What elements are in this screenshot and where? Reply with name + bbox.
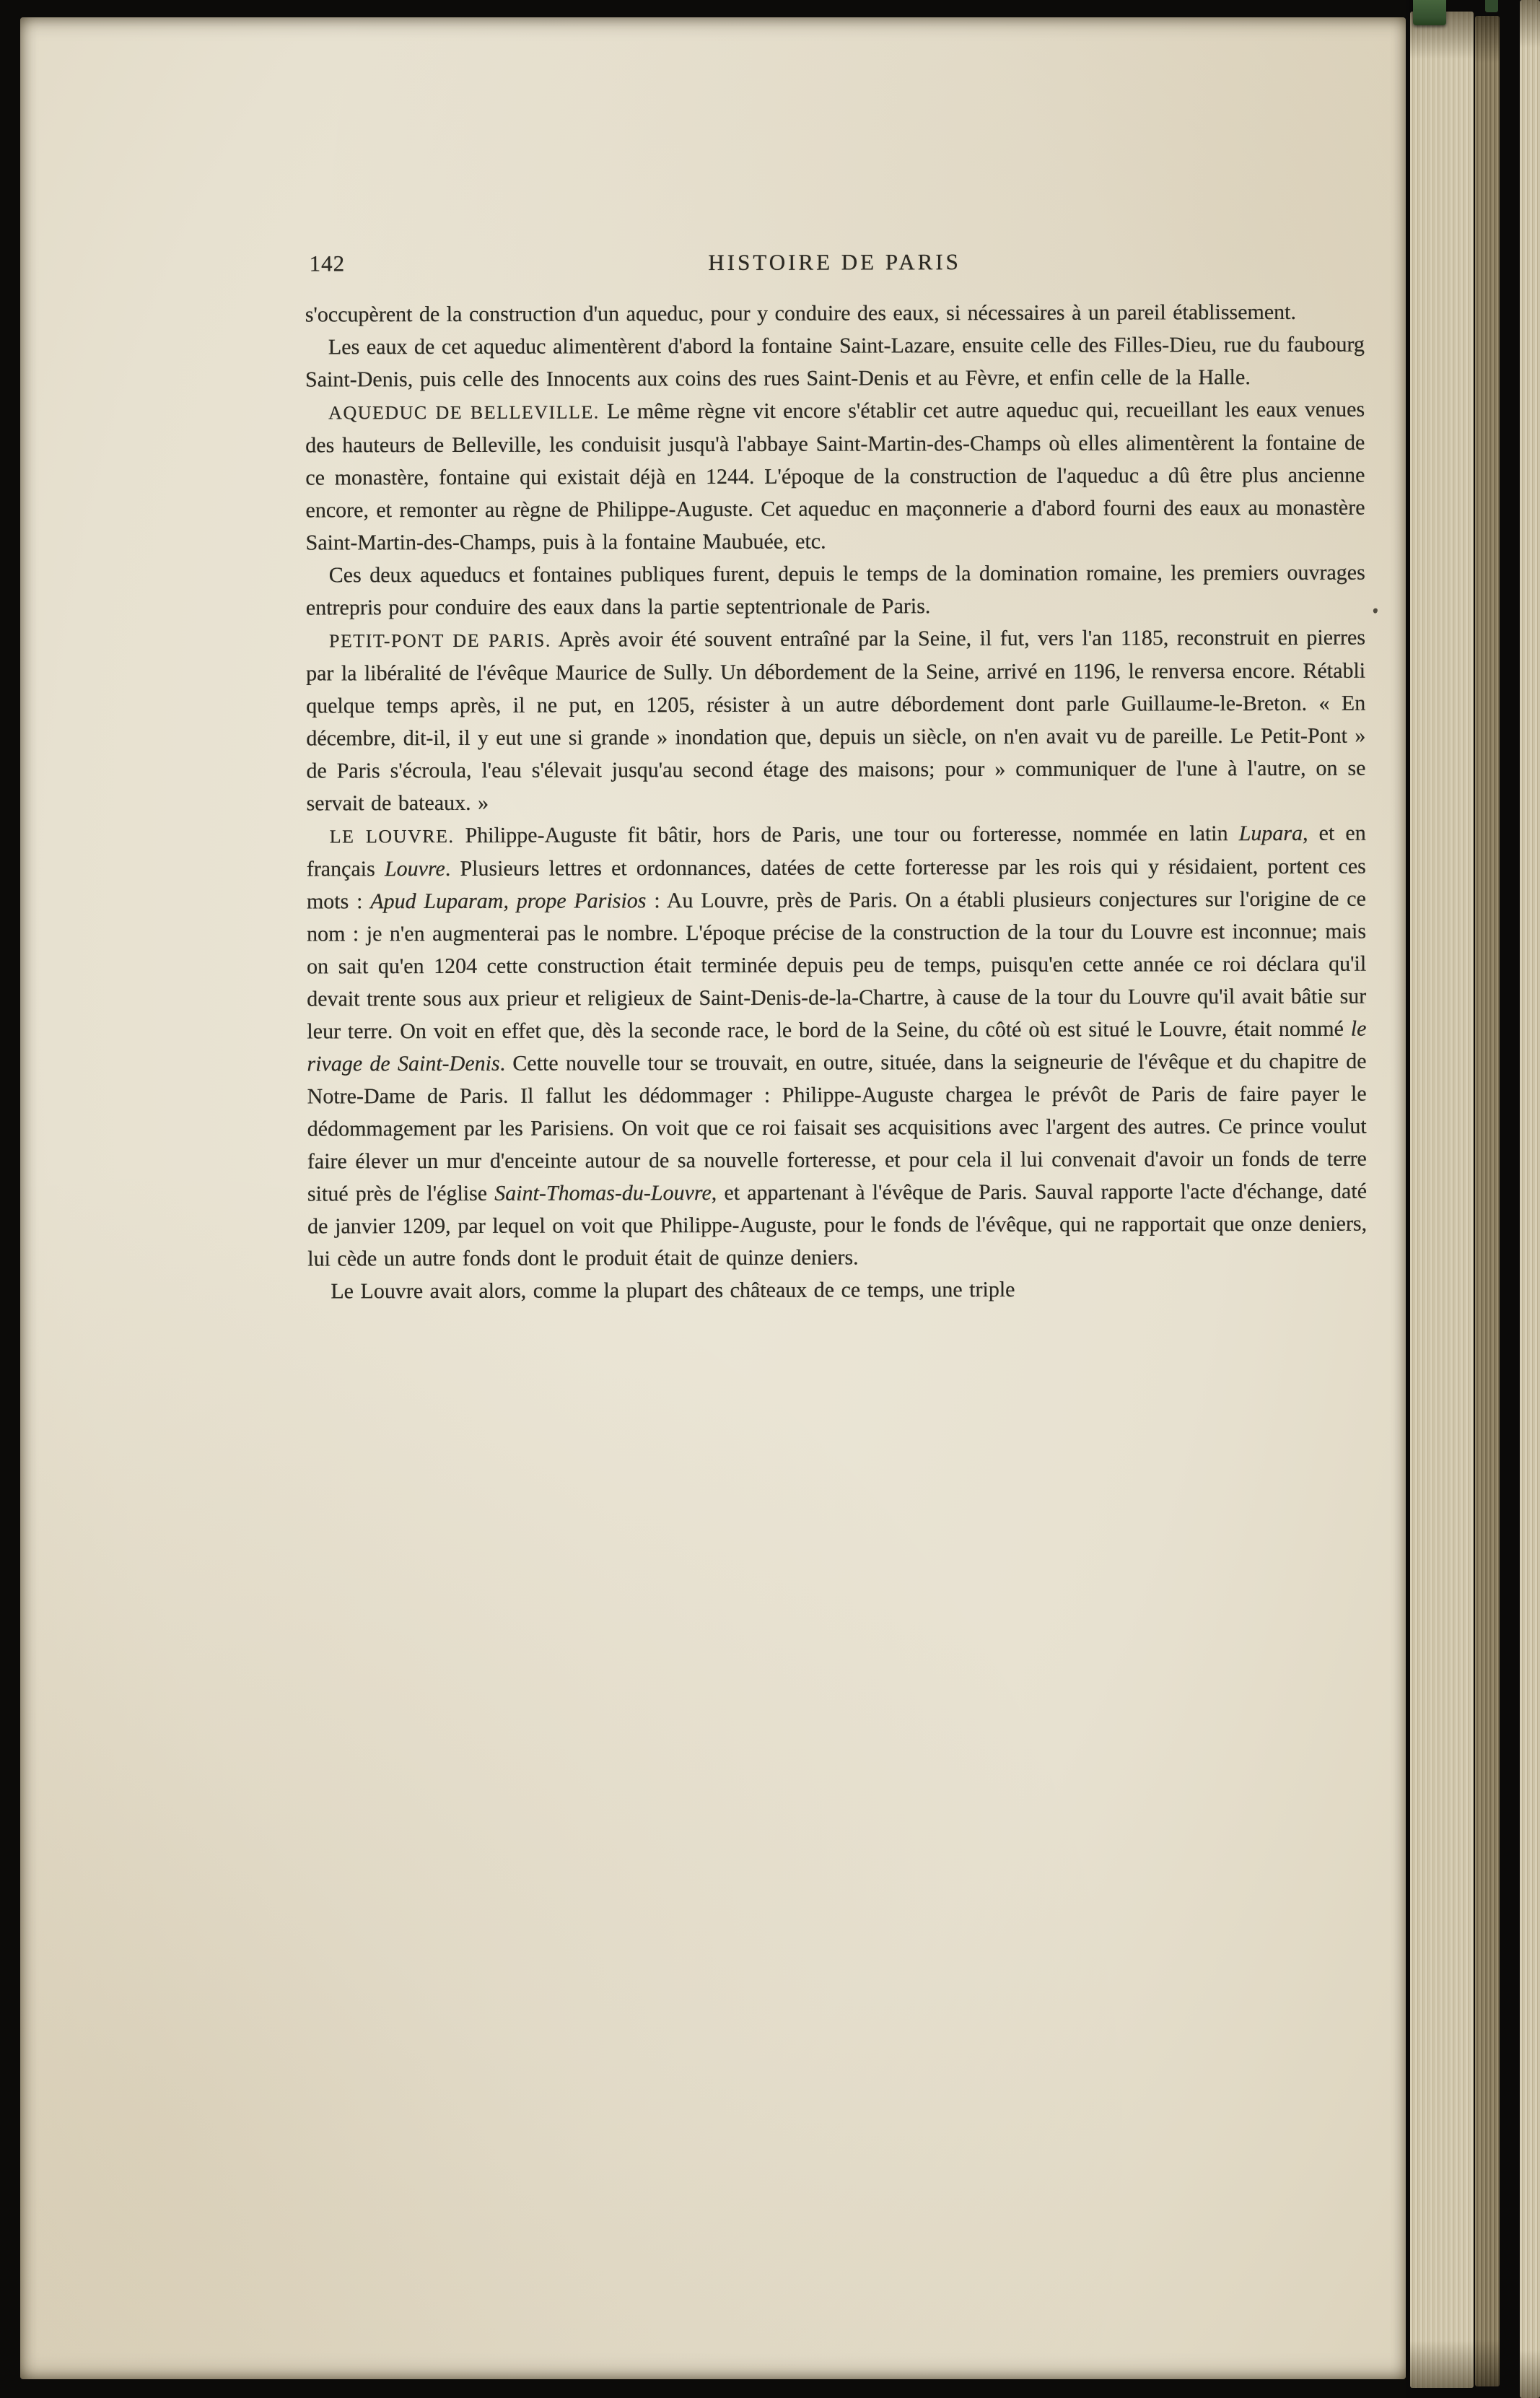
text-segment: s'occupèrent de la construction d'un aqueduc, pour y conduire des eaux, si nécessaires à un pareil établissement.	[305, 300, 1297, 327]
text-segment: Le Louvre avait alors, comme la plupart des châteaux de ce temps, une triple	[331, 1277, 1015, 1304]
italic-text: Apud Luparam, prope Parisios	[370, 889, 647, 914]
page-stack-band	[1520, 0, 1540, 2398]
italic-text: le rivage de Saint-Denis	[307, 1016, 1367, 1076]
page-stack-band	[1410, 12, 1474, 2388]
italic-text: Louvre	[384, 856, 445, 881]
page-header	[305, 248, 1365, 283]
body-text	[305, 296, 1368, 1308]
paragraph	[305, 296, 1365, 331]
run-in-heading: PETIT-PONT DE PARIS.	[328, 629, 551, 652]
page-text-layer	[17, 15, 1409, 2381]
paragraph	[307, 1273, 1367, 1308]
bookmark-tab-small	[1485, 0, 1498, 12]
paragraph	[306, 622, 1366, 820]
ink-speck	[1373, 609, 1378, 614]
running-header: HISTOIRE DE PARIS	[708, 249, 961, 276]
book-fore-edge	[1406, 0, 1540, 2398]
text-segment: Les eaux de cet aqueduc alimentèrent d'abord la fontaine Saint-Lazare, ensuite celle des Filles-Dieu, rue du faubourg Saint-Denis, puis celle des Innocents aux coins des rues Saint-Denis et au Fèvre, et enfin celle de la Halle.	[305, 332, 1365, 392]
text-segment: , et appartenant à l'évêque de Paris. Sauval rapporte l'acte d'échange, daté de janvier 1209, par lequel on voit que Philippe-Auguste, pour le fonds de l'évêque, qui ne rapportait que onze deniers, lui cède un autre fonds dont le produit était de quinze deniers.	[307, 1179, 1368, 1271]
run-in-heading: AQUEDUC DE BELLEVILLE.	[328, 401, 600, 424]
text-segment: . Cette nouvelle tour se trouvait, en outre, située, dans la seigneurie de l'évêque et du chapitre de Notre-Dame de Paris. Il fallut les dédommager : Philippe-Auguste chargea le prévôt de Paris de faire payer le dédommagement par les Parisiens. On voit que ce roi faisait ses acquisitions avec l'argent des autres. Ce prince voulut faire élever un mur d'enceinte autour de sa nouvelle forteresse, et pour cela il lui convenait d'avoir un fonds de terre situé près de l'église	[307, 1049, 1367, 1206]
paragraph	[306, 557, 1365, 624]
text-segment: : Au Louvre, près de Paris. On a établi plusieurs conjectures sur l'origine de ce nom : je n'en augmenterai pas le nombre. L'époque précise de la construction de la tour du Louvre est inconnue; mais on sait qu'en 1204 cette construction était terminée depuis peu de temps, puisqu'en cette année ce roi déclara qu'il devait trente sous aux prieur et religieux de Saint-Denis-de-la-Chartre, à cause de la tour du Louvre qu'il avait bâtie sur leur terre. On voit en effet que, dès la seconde race, le bord de la Seine, du côté où est situé le Louvre, était nommé	[306, 886, 1367, 1044]
page-stack-band	[1475, 16, 1500, 2386]
text-segment: Ces deux aqueducs et fontaines publiques furent, depuis le temps de la domination romaine, les premiers ouvrages entrepris pour conduire des eaux dans la partie septentrionale de Paris.	[305, 560, 1365, 620]
page-number: 142	[309, 250, 346, 276]
text-segment: Philippe-Auguste fit bâtir, hors de Paris, une tour ou forteresse, nommée en latin	[454, 821, 1239, 847]
text-segment: , et en français	[306, 821, 1366, 881]
paragraph	[305, 328, 1365, 396]
text-segment: Après avoir été souvent entraîné par la Seine, il fut, vers l'an 1185, reconstruit en pierres par la libéralité de l'évêque Maurice de Sully. Un débordement de la Seine, arrivé en 1196, le renversa encore. Rétabli quelque temps après, il ne put, en 1205, résister à un autre débordement dont parle Guillaume-le-Breton. « En décembre, dit-il, il y eut une si grande » inondation que, depuis un siècle, on n'en avait vu de pareille. Le Petit-Pont » de Paris s'écroula, l'eau s'élevait jusqu'au second étage des maisons; pour » communiquer de l'une à l'autre, on se servait de bateaux. »	[306, 625, 1366, 816]
run-in-heading: LE LOUVRE.	[329, 825, 455, 847]
paragraph	[307, 817, 1368, 1276]
book-page	[20, 17, 1406, 2379]
italic-text: Saint-Thomas-du-Louvre	[494, 1181, 712, 1205]
text-segment: . Plusieurs lettres et ordonnances, datées de cette forteresse par les rois qui y résidaient, portent ces mots :	[306, 854, 1366, 914]
text-segment: Le même règne vit encore s'établir cet autre aqueduc qui, recueillant les eaux venues des hauteurs de Belleville, les conduisit jusqu'à l'abbaye Saint-Martin-des-Champs où elles alimentèrent la fontaine de ce monastère, fontaine qui existait déjà en 1244. L'époque de la construction de l'aqueduc a dû être plus ancienne encore, et remonter au règne de Philippe-Auguste. Cet aqueduc en maçonnerie a d'abord fourni des eaux au monastère Saint-Martin-des-Champs, puis à la fontaine Maubuée, etc.	[305, 397, 1365, 555]
paragraph	[305, 393, 1365, 559]
italic-text: Lupara	[1238, 821, 1303, 846]
bookmark-tab	[1413, 0, 1446, 25]
